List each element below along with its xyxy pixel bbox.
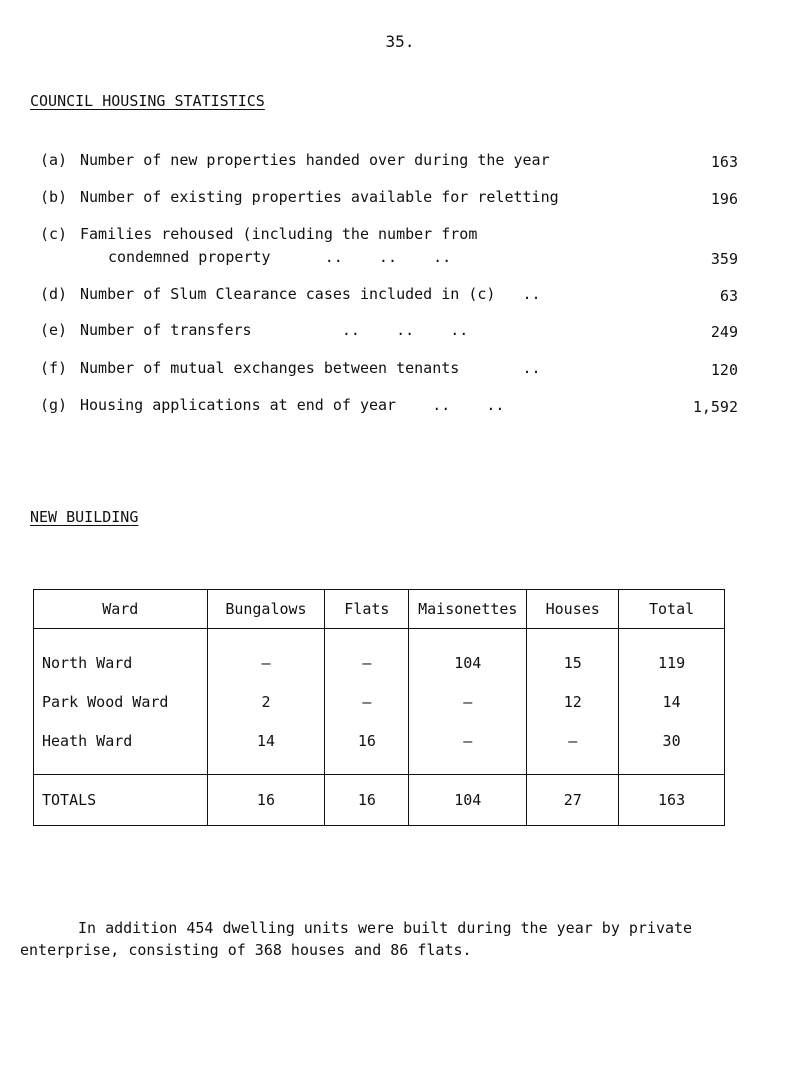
stat-c-value: 359 (710, 250, 738, 268)
ward-name-cell: Heath Ward (34, 721, 208, 775)
stat-f-label: (f) (40, 359, 68, 377)
houses-cell: – (527, 721, 619, 775)
totals-label-cell: TOTALS (34, 775, 208, 826)
stat-f-value: 120 (710, 361, 738, 379)
ward-name-cell: North Ward (34, 629, 208, 683)
stat-d-text: Number of Slum Clearance cases included in (c) .. (80, 285, 541, 303)
table-row (34, 682, 725, 721)
stat-g-value: 1,592 (692, 398, 738, 416)
stat-f-text: Number of mutual exchanges between tenants .. (80, 359, 541, 377)
stat-e-value: 249 (710, 323, 738, 341)
stat-g-label: (g) (40, 396, 68, 414)
houses-cell: 15 (527, 629, 619, 683)
private-enterprise-note: In addition 454 dwelling units were built during the year by private enterprise, consisting of 368 houses and 86 flats. (20, 919, 693, 959)
stat-e-label: (e) (40, 321, 68, 339)
new-building-heading: NEW BUILDING (30, 508, 139, 526)
maisonettes-cell: – (409, 682, 527, 721)
column-header-bungalows: Bungalows (207, 590, 325, 629)
stat-b-text: Number of existing properties available for reletting (80, 188, 559, 206)
bungalows-cell: 14 (207, 721, 325, 775)
table-row (34, 721, 725, 775)
total-cell: 119 (619, 629, 725, 683)
totals-total-cell: 163 (619, 775, 725, 826)
column-header-flats: Flats (325, 590, 409, 629)
houses-cell: 12 (527, 682, 619, 721)
bungalows-cell: – (207, 629, 325, 683)
totals-maisonettes-cell: 104 (409, 775, 527, 826)
ward-name-cell: Park Wood Ward (34, 682, 208, 721)
column-header-ward: Ward (34, 590, 208, 629)
stat-d-value: 63 (719, 287, 738, 305)
stat-d-label: (d) (40, 285, 68, 303)
stat-c-label: (c) (40, 225, 68, 243)
new-building-table (33, 589, 725, 826)
stat-a-label: (a) (40, 151, 68, 169)
totals-row (34, 775, 725, 826)
stat-g-text: Housing applications at end of year .. .. (80, 396, 505, 414)
maisonettes-cell: 104 (409, 629, 527, 683)
stat-a-text: Number of new properties handed over during the year (80, 151, 550, 169)
totals-flats-cell: 16 (325, 775, 409, 826)
column-header-maisonettes: Maisonettes (409, 590, 527, 629)
page-number: 35. (385, 32, 415, 51)
table-header-row (34, 590, 725, 629)
stat-c-text-continued: condemned property .. .. .. (108, 248, 452, 266)
column-header-total: Total (619, 590, 725, 629)
stat-c-text: Families rehoused (including the number from (80, 225, 478, 243)
column-header-houses: Houses (527, 590, 619, 629)
flats-cell: – (325, 682, 409, 721)
flats-cell: – (325, 629, 409, 683)
totals-houses-cell: 27 (527, 775, 619, 826)
maisonettes-cell: – (409, 721, 527, 775)
totals-bungalows-cell: 16 (207, 775, 325, 826)
total-cell: 30 (619, 721, 725, 775)
table-row (34, 629, 725, 683)
total-cell: 14 (619, 682, 725, 721)
stat-a-value: 163 (710, 153, 738, 171)
stat-b-value: 196 (710, 190, 738, 208)
bungalows-cell: 2 (207, 682, 325, 721)
stat-e-text: Number of transfers .. .. .. (80, 321, 469, 339)
stat-b-label: (b) (40, 188, 68, 206)
flats-cell: 16 (325, 721, 409, 775)
council-housing-heading: COUNCIL HOUSING STATISTICS (30, 92, 265, 110)
